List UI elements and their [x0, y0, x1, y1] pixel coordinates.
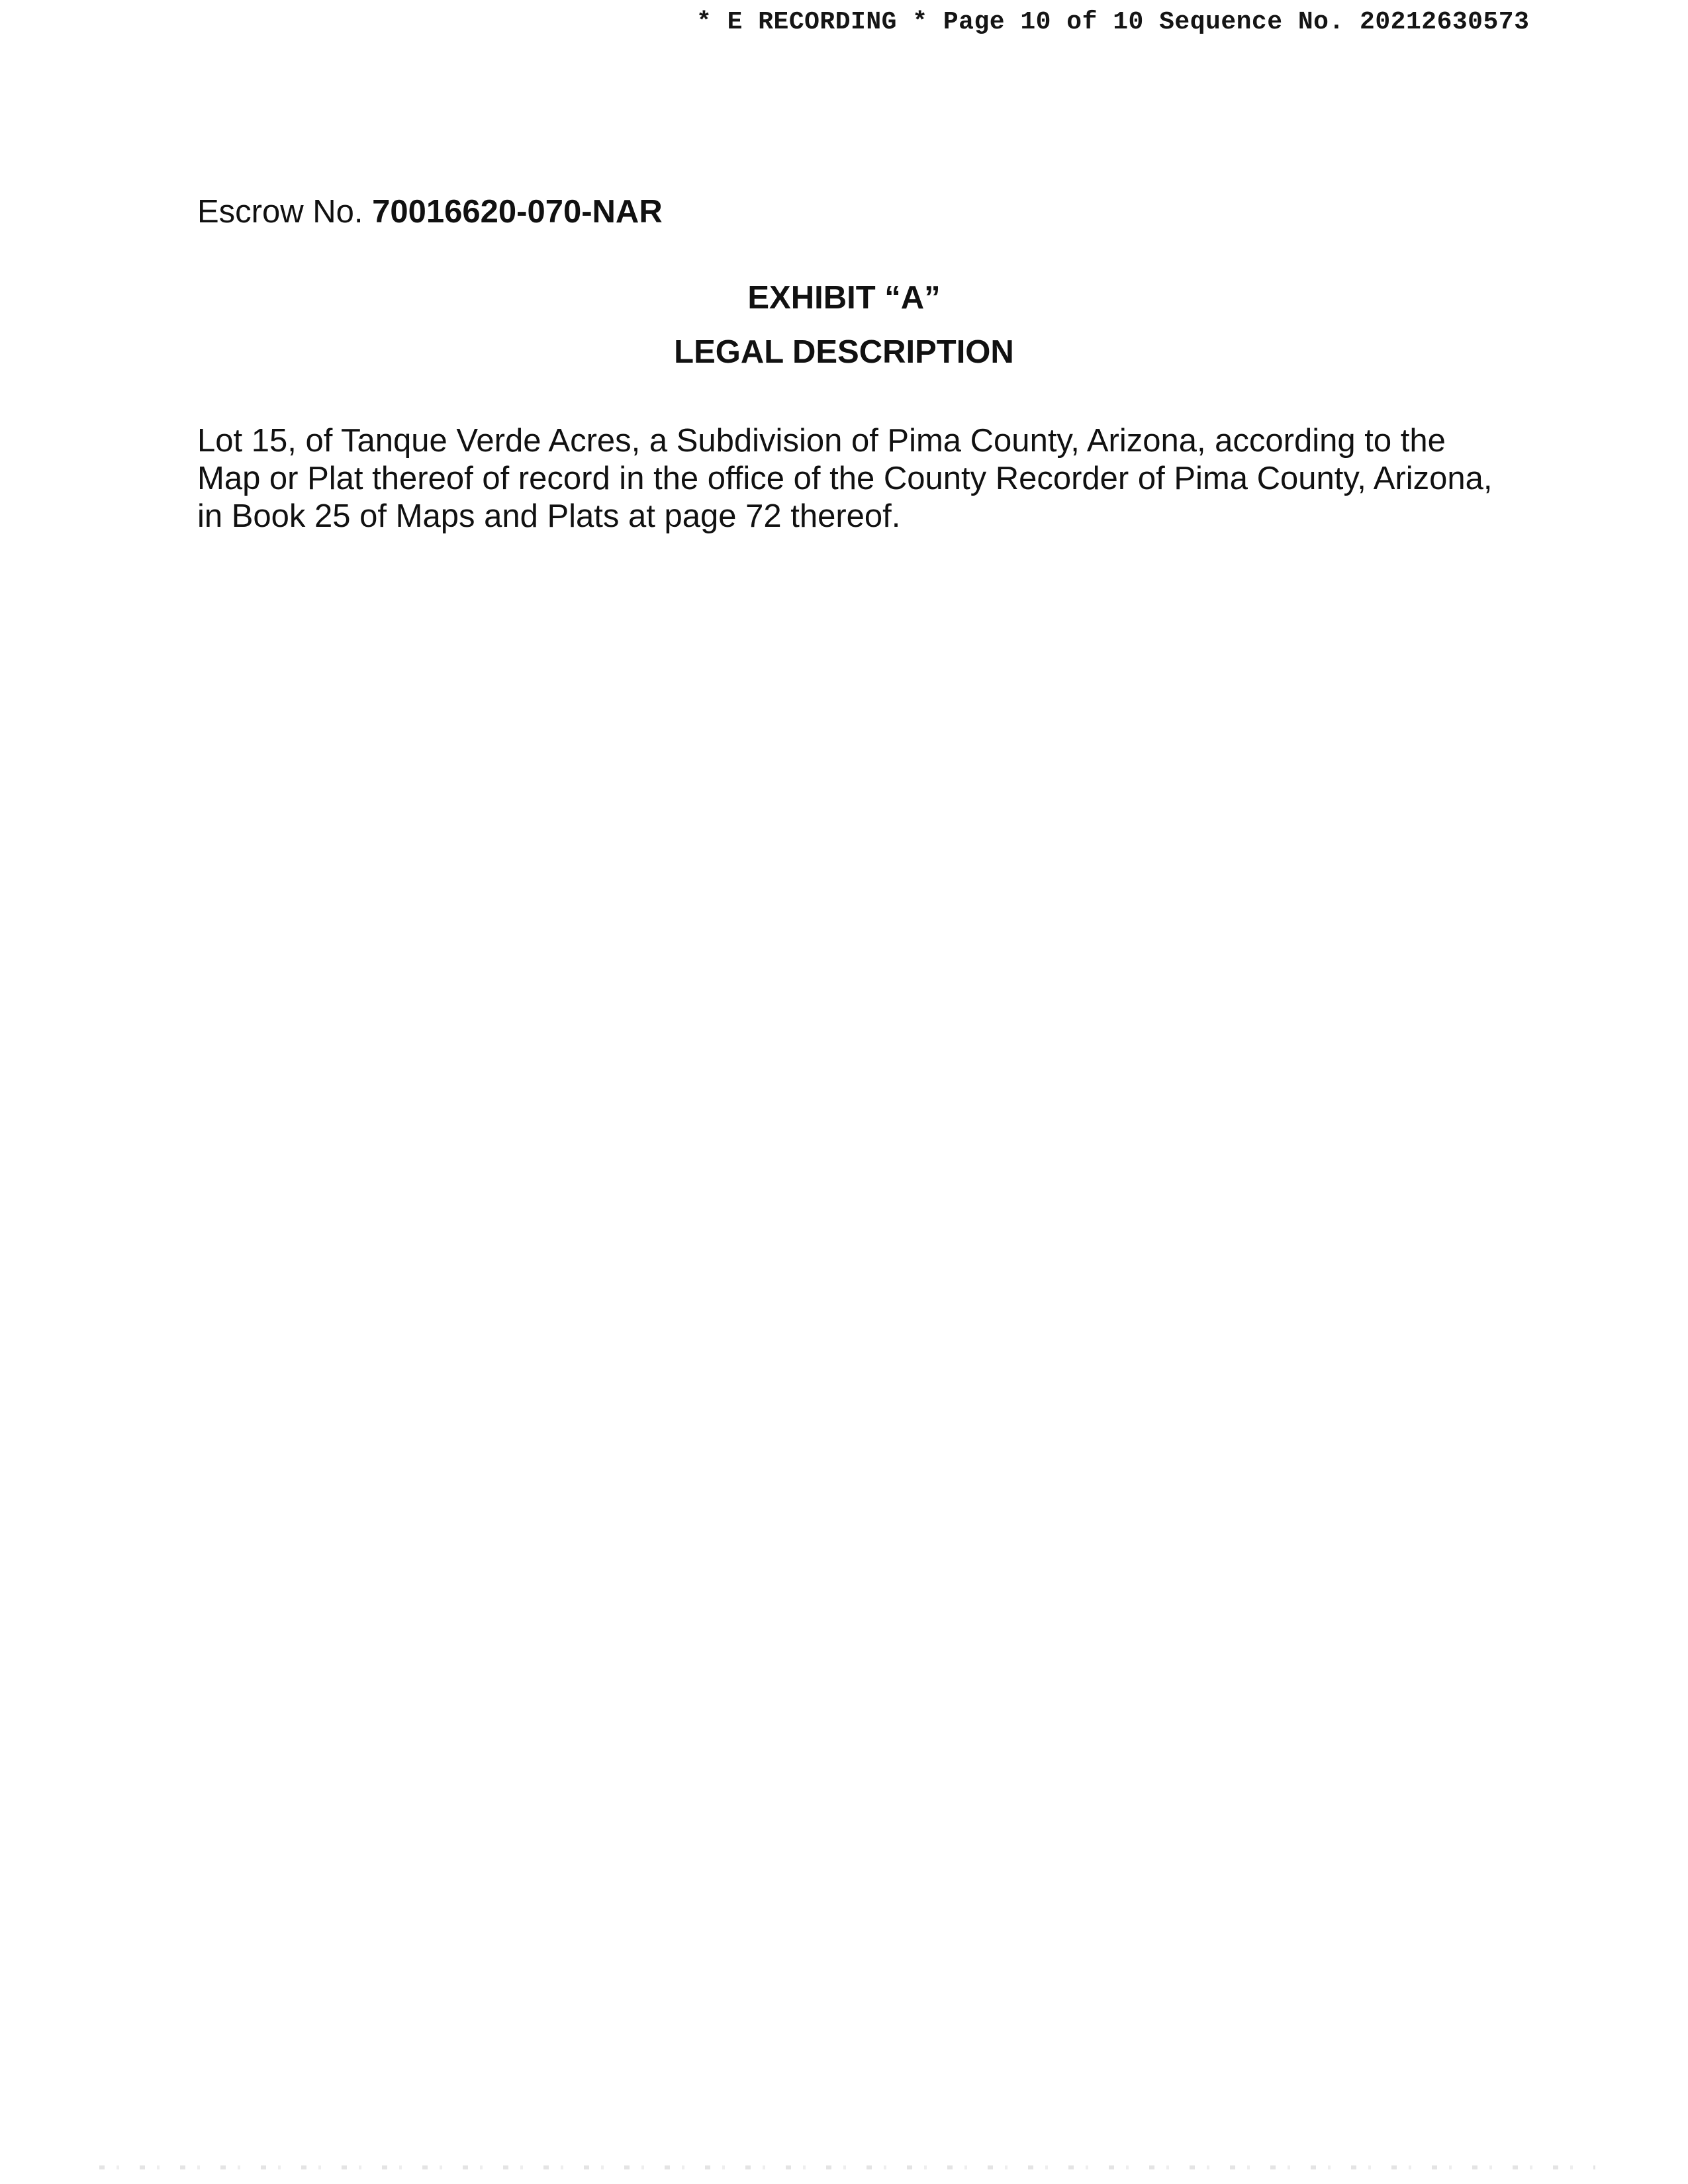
exhibit-title: EXHIBIT “A” [747, 280, 941, 316]
legal-description-line: Lot 15, of Tanque Verde Acres, a Subdivision of Pima County, Arizona, according to the [197, 423, 1446, 459]
legal-description-line: Map or Plat thereof of record in the office of the County Recorder of Pima County, Arizona, [197, 461, 1493, 496]
recording-header: * E RECORDING * Page 10 of 10 Sequence No. 20212630573 [696, 8, 1530, 36]
escrow-line [197, 193, 663, 230]
scan-noise-strip [99, 2165, 1595, 2169]
legal-description-paragraph [197, 422, 1508, 535]
legal-description-heading: LEGAL DESCRIPTION [674, 334, 1014, 370]
escrow-number: 70016620-070-NAR [372, 194, 663, 230]
escrow-label: Escrow No. [197, 194, 363, 230]
legal-description-line: in Book 25 of Maps and Plats at page 72 thereof. [197, 498, 901, 534]
